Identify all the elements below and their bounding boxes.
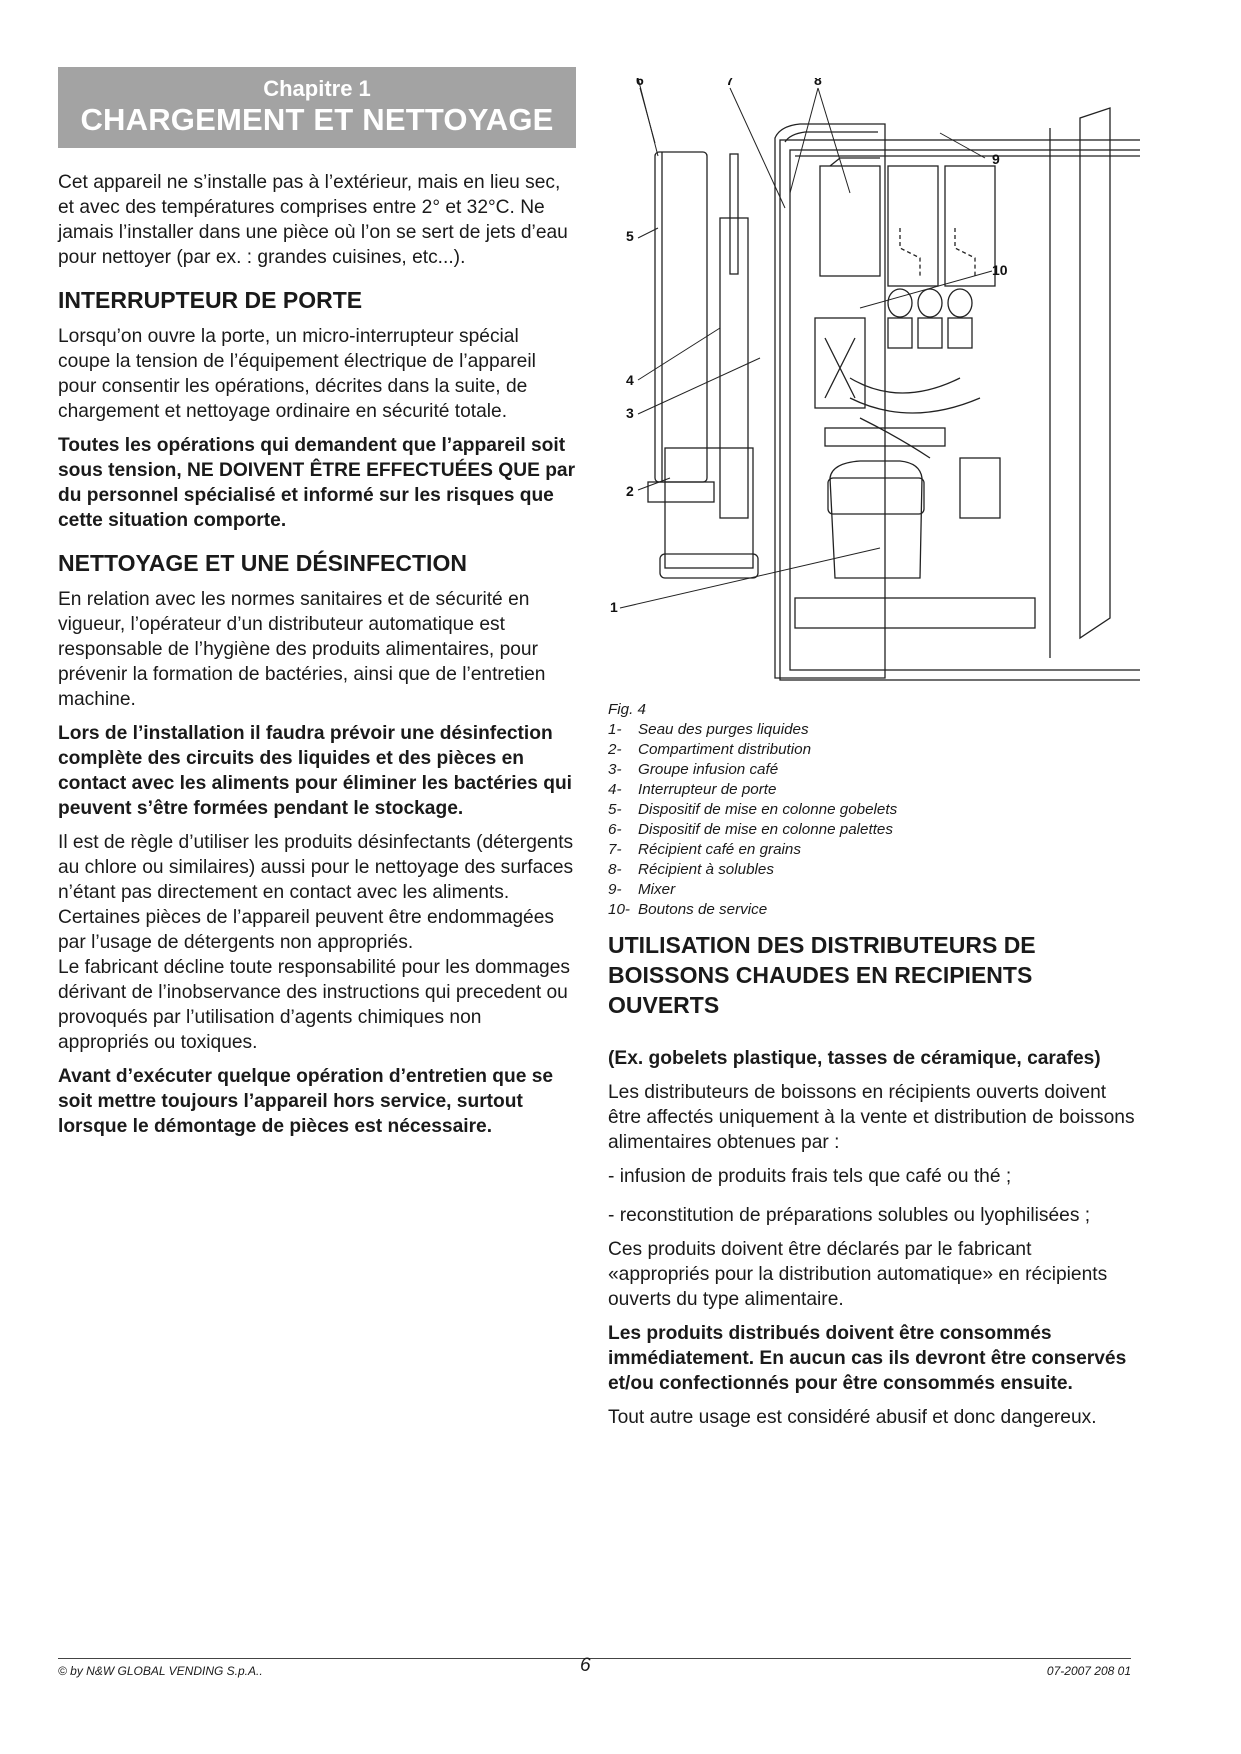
legend-item-text: Compartiment distribution	[638, 741, 812, 758]
legend-item-text: Boutons de service	[638, 901, 768, 918]
usage-bullet-2: - reconstitution de préparations solubles ou lyophilisées ;	[608, 1205, 1091, 1226]
usage-paragraph-4: Tout autre usage est considéré abusif et donc dangereux.	[608, 1407, 1097, 1428]
figure-legend	[608, 720, 897, 920]
callout-8: 8	[814, 78, 822, 88]
legend-item-number: 8-	[608, 861, 622, 878]
legend-item	[608, 720, 897, 740]
usage-bullet-1: - infusion de produits frais tels que café ou thé ;	[608, 1166, 1012, 1187]
callout-4: 4	[626, 372, 634, 388]
usage-paragraph-1: Les distributeurs de boissons en récipients ouverts doivent être affectés uniquement à la vente et distribution de boissons alimentaires obtenues par :	[608, 1082, 1135, 1153]
legend-item-text: Récipient à solubles	[638, 861, 774, 878]
footer-copyright: © by N&W GLOBAL VENDING S.p.A..	[58, 1664, 263, 1678]
legend-item-text: Groupe infusion café	[638, 761, 779, 778]
callout-1: 1	[610, 599, 618, 615]
right-column	[608, 930, 1136, 1439]
callout-7: 7	[726, 78, 734, 88]
legend-item	[608, 900, 897, 920]
legend-item	[608, 740, 897, 760]
legend-item-number: 10-	[608, 901, 630, 918]
legend-item-number: 4-	[608, 781, 622, 798]
callout-5: 5	[626, 228, 634, 244]
legend-item	[608, 800, 897, 820]
machine-figure	[600, 78, 1140, 694]
legend-item-text: Interrupteur de porte	[638, 781, 777, 798]
cleaning-paragraph-1: En relation avec les normes sanitaires et de sécurité en vigueur, l’opérateur d’un distributeur automatique est responsable de l’hygiène des produits alimentaires, pour prévenir la formation de bactéries, ainsi que de l’entretien machine.	[58, 589, 546, 710]
legend-item-number: 1-	[608, 721, 622, 738]
legend-item	[608, 840, 897, 860]
cleaning-paragraph-3: Il est de règle d’utiliser les produits désinfectants (détergents au chlore ou similaires) aussi pour le nettoyage des surfaces n’étant pas directement en contact avec les aliments.	[58, 832, 574, 903]
cleaning-paragraph-4: Certaines pièces de l’appareil peuvent être endommagées par l’usage de détergents non appropriés.	[58, 907, 554, 953]
chapter-title: CHARGEMENT ET NETTOYAGE	[80, 102, 554, 137]
legend-item-text: Récipient café en grains	[638, 841, 801, 858]
legend-item	[608, 860, 897, 880]
legend-item	[608, 820, 897, 840]
cleaning-heading: NETTOYAGE ET UNE DÉSINFECTION	[58, 550, 467, 576]
legend-item-number: 5-	[608, 801, 622, 818]
callout-6: 6	[636, 78, 644, 88]
footer-divider	[58, 1658, 1131, 1659]
callout-2: 2	[626, 483, 634, 499]
legend-item-number: 2-	[608, 741, 622, 758]
cleaning-paragraph-5: Le fabricant décline toute responsabilité pour les dommages dérivant de l’inobservance des instructions qui precedent ou provoqués par l’utilisation d’agents chimiques non appropriés ou toxiques.	[58, 957, 570, 1053]
chapter-header	[58, 67, 576, 148]
legend-item-number: 9-	[608, 881, 622, 898]
door-switch-text: Lorsqu’on ouvre la porte, un micro-interrupteur spécial coupe la tension de l’équipement électrique de l’appareil pour consentir les opérations, décrites dans la suite, de chargement et nettoyage ordinaire en sécurité totale.	[58, 326, 536, 422]
usage-heading: UTILISATION DES DISTRIBUTEURS DE BOISSONS CHAUDES EN RECIPIENTS OUVERTS	[608, 932, 1036, 1018]
legend-item-number: 6-	[608, 821, 622, 838]
chapter-label: Chapitre 1	[263, 76, 371, 101]
cleaning-paragraph-6: Avant d’exécuter quelque opération d’entretien que se soit mettre toujours l’appareil hors service, surtout lorsque le démontage de pièces est nécessaire.	[58, 1066, 554, 1137]
legend-item-text: Dispositif de mise en colonne palettes	[638, 821, 893, 838]
legend-item-text: Dispositif de mise en colonne gobelets	[638, 801, 898, 818]
legend-item	[608, 880, 897, 900]
door-switch-heading: INTERRUPTEUR DE PORTE	[58, 287, 363, 313]
legend-item	[608, 780, 897, 800]
callout-3: 3	[626, 405, 634, 421]
page-number: 6	[580, 1655, 591, 1676]
intro-paragraph: Cet appareil ne s’installe pas à l’extérieur, mais en lieu sec, et avec des températures comprises entre 2° et 32°C. Ne jamais l’installer dans une pièce où l’on se sert de jets d’eau pour nettoyer (par ex. : grandes cuisines, etc...).	[58, 172, 568, 268]
figure-label: Fig. 4	[608, 701, 646, 718]
footer-code: 07-2007 208 01	[1046, 1664, 1131, 1678]
callout-9: 9	[992, 151, 1000, 167]
legend-item-number: 3-	[608, 761, 622, 778]
legend-item-text: Seau des purges liquides	[638, 721, 809, 738]
legend-item-text: Mixer	[638, 881, 676, 898]
legend-item	[608, 760, 897, 780]
door-switch-warning: Toutes les opérations qui demandent que l’appareil soit sous tension, NE DOIVENT ÊTRE EFFECTUÉES QUE par du personnel spécialisé et informé sur les risques que cette situation comporte.	[58, 435, 576, 531]
usage-subheading: (Ex. gobelets plastique, tasses de céramique, carafes)	[608, 1048, 1101, 1069]
cleaning-paragraph-2: Lors de l’installation il faudra prévoir une désinfection complète des circuits des liquides et des pièces en contact avec les aliments pour éliminer les bactéries qui peuvent s’être formées pendant le stockage.	[58, 723, 573, 819]
callout-10: 10	[992, 262, 1008, 278]
usage-paragraph-2: Ces produits doivent être déclarés par le fabricant «appropriés pour la distribution automatique» en récipients ouverts du type alimentaire.	[608, 1239, 1108, 1310]
figure-caption	[608, 700, 897, 920]
legend-item-number: 7-	[608, 841, 622, 858]
left-column	[58, 67, 576, 1148]
vending-machine-drawing	[600, 78, 1140, 694]
usage-paragraph-3: Les produits distribués doivent être consommés immédiatement. En aucun cas ils devront être conservés et/ou confectionnés pour être consommés ensuite.	[608, 1323, 1127, 1394]
